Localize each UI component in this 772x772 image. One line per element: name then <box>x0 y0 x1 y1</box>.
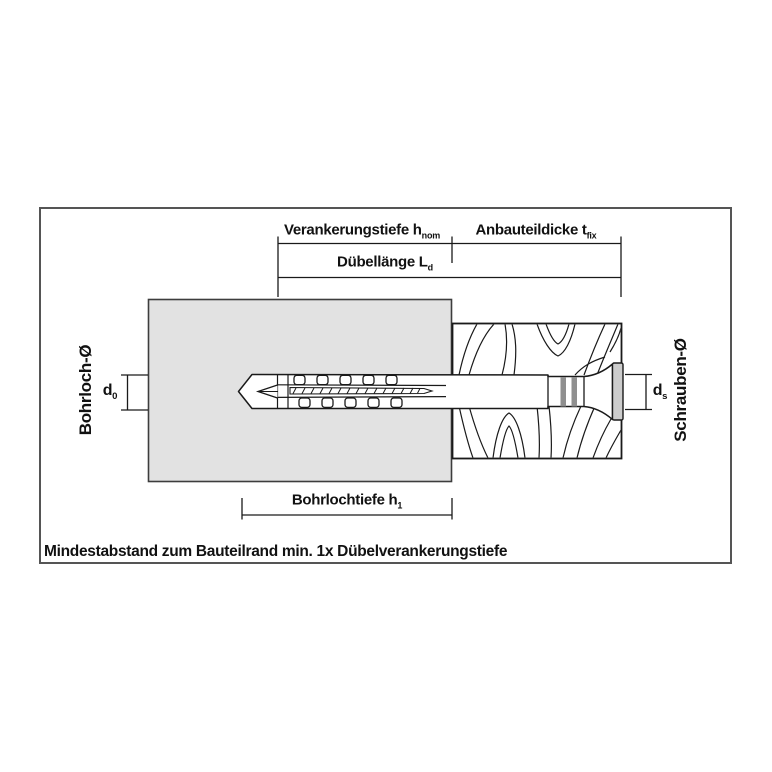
label-attachment-thickness-sub: fix <box>586 230 597 241</box>
label-d0-text: d <box>102 381 113 399</box>
edge-distance-note <box>44 543 507 561</box>
expansion-hole <box>322 398 333 407</box>
label-d0-sub: 0 <box>112 391 118 403</box>
expansion-hole <box>345 398 356 407</box>
screw-thread <box>290 388 432 395</box>
label-drill-hole-depth-text: Bohrlochtiefe h <box>291 491 398 509</box>
expansion-hole <box>391 398 402 407</box>
label-ds-text: d <box>652 381 663 399</box>
label-anchoring-depth <box>284 221 440 240</box>
label-attachment-thickness <box>476 221 597 240</box>
label-screw-axis-text: Schrauben-Ø <box>671 338 690 442</box>
label-d0 <box>103 382 118 402</box>
label-dowel-length-sub: d <box>427 262 433 273</box>
label-ds-sub: s <box>662 391 668 403</box>
slot-bottom-line <box>278 397 447 398</box>
head-band <box>572 377 578 407</box>
label-drill-hole-axis-text: Bohrloch-Ø <box>76 344 95 436</box>
label-screw-axis <box>671 338 691 441</box>
expansion-hole <box>317 375 328 384</box>
expansion-hole <box>363 375 374 384</box>
head-face <box>613 363 624 420</box>
expansion-hole <box>386 375 397 384</box>
head-band <box>561 377 567 407</box>
label-dowel-length-text: Dübellänge L <box>337 253 428 271</box>
label-anchoring-depth-text: Verankerungstiefe h <box>283 221 422 239</box>
expansion-hole <box>294 375 305 384</box>
edge-distance-note-text: Mindestabstand zum Bauteilrand min. 1x Dübelverankerungstiefe <box>44 543 508 560</box>
label-ds <box>653 382 668 402</box>
label-drill-hole-depth <box>292 491 402 510</box>
label-attachment-thickness-text: Anbauteildicke t <box>475 221 587 239</box>
expansion-hole <box>340 375 351 384</box>
label-drill-hole-depth-sub: 1 <box>397 500 403 511</box>
label-drill-hole-axis <box>76 345 96 436</box>
expansion-hole <box>368 398 379 407</box>
label-anchoring-depth-sub: nom <box>421 230 441 241</box>
expansion-hole <box>299 398 310 407</box>
label-dowel-length <box>337 253 433 272</box>
